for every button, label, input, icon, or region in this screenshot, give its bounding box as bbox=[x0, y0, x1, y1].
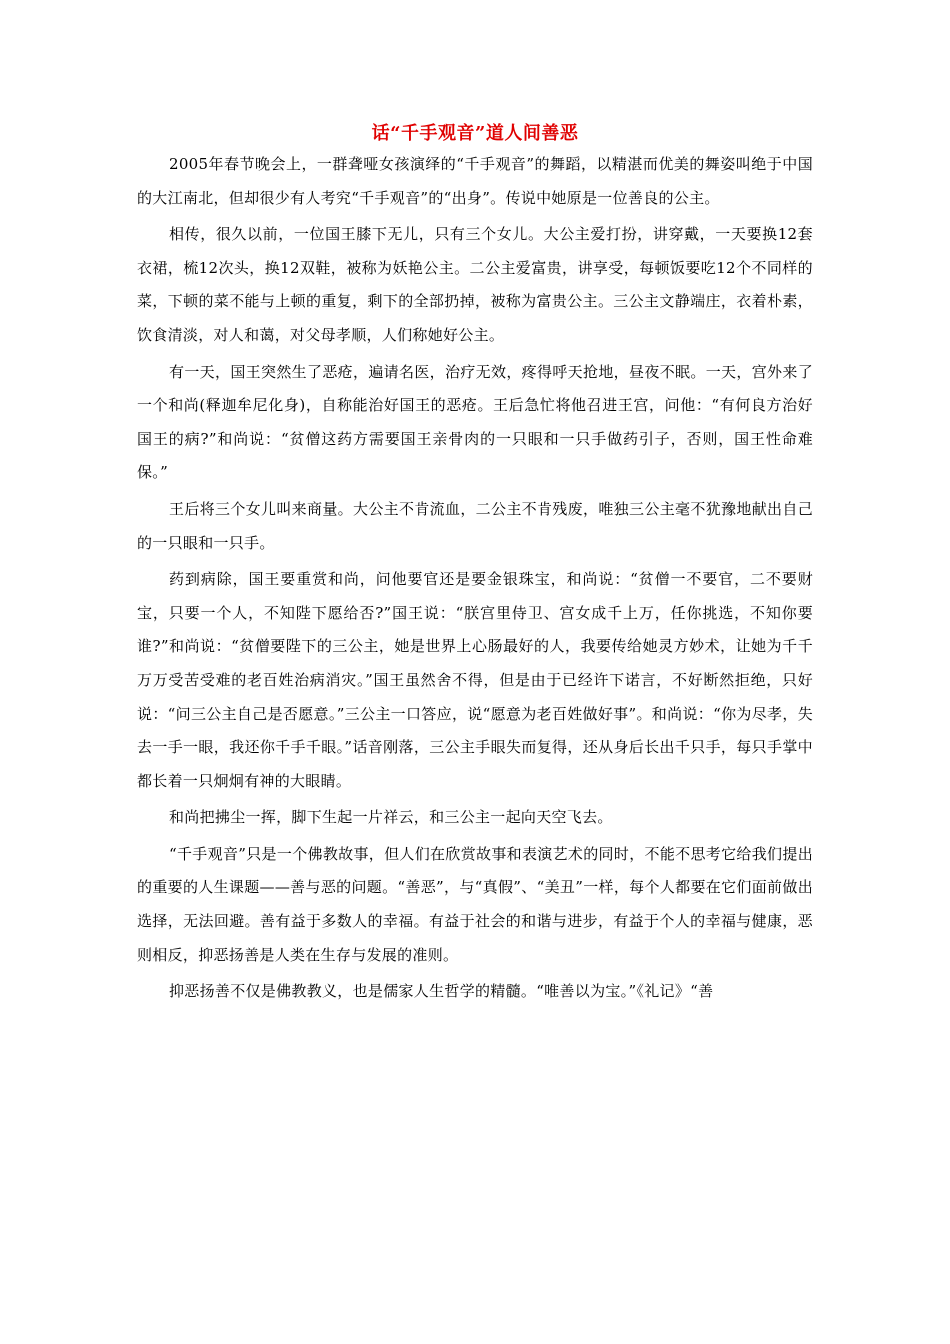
paragraph-6: 和尚把拂尘一挥，脚下生起一片祥云，和三公主一起向天空飞去。 bbox=[169, 808, 613, 827]
paragraph-1: 2005年春节晚会上，一群聋哑女孩演绎的“千手观音”的舞蹈，以精湛而优美的舞姿叫绝于中国的大江南北，但却很少有人考究“千手观音”的“出身”。传说中她原是一位善良的公主。 bbox=[137, 155, 813, 207]
document-title: 话“千手观音”道人间善恶 bbox=[371, 123, 579, 144]
document-body bbox=[137, 120, 813, 1009]
paragraph-3: 有一天，国王突然生了恶疮，遍请名医，治疗无效，疼得呼天抢地，昼夜不眠。一天，宫外来了一个和尚(释迦牟尼化身)，自称能治好国王的恶疮。王后急忙将他召进王宫，问他：“有何良方治好国王的病?”和尚说：“贫僧这药方需要国王亲骨肉的一只眼和一只手做药引子，否则，国王性命难保。” bbox=[137, 362, 813, 482]
paragraph-2: 相传，很久以前，一位国王膝下无儿，只有三个女儿。大公主爱打扮，讲穿戴，一天要换12套衣裙，梳12次头，换12双鞋，被称为妖艳公主。二公主爱富贵，讲享受，每顿饭要吃12个不同样的菜，下顿的菜不能与上顿的重复，剩下的全部扔掉，被称为富贵公主。三公主文静端庄，衣着朴素，饮食清淡，对人和蔼，对父母孝顺，人们称她好公主。 bbox=[137, 225, 813, 344]
paragraph-5: 药到病除，国王要重赏和尚，问他要官还是要金银珠宝，和尚说：“贫僧一不要官，二不要财宝，只要一个人，不知陛下愿给否?”国王说：“朕宫里侍卫、宫女成千上万，任你挑选，不知你要谁?”和尚说：“贫僧要陛下的三公主，她是世界上心肠最好的人，我要传给她灵方妙术，让她为千千万万受苦受难的老百姓治病消灾。”国王虽然舍不得，但是由于已经许下诺言，不好断然拒绝，只好说：“问三公主自己是否愿意。”三公主一口答应，说“愿意为老百姓做好事”。和尚说：“你为尽孝，失去一手一眼，我还你千手千眼。”话音刚落，三公主手眼失而复得，还从身后长出千只手，每只手掌中都长着一只炯炯有神的大眼睛。 bbox=[137, 570, 813, 790]
paragraph-4: 王后将三个女儿叫来商量。大公主不肯流血，二公主不肯残废，唯独三公主毫不犹豫地献出自己的一只眼和一只手。 bbox=[137, 499, 813, 552]
paragraph-7: “千手观音”只是一个佛教故事，但人们在欣赏故事和表演艺术的同时，不能不思考它给我们提出的重要的人生课题——善与恶的问题。“善恶”，与“真假”、“美丑”一样，每个人都要在它们面前做出选择，无法回避。善有益于多数人的幸福。有益于社会的和谐与进步，有益于个人的幸福与健康，恶则相反，抑恶扬善是人类在生存与发展的准则。 bbox=[137, 844, 813, 964]
paragraph-8: 抑恶扬善不仅是佛教教义，也是儒家人生哲学的精髓。“唯善以为宝。”《礼记》“善 bbox=[169, 982, 714, 1001]
